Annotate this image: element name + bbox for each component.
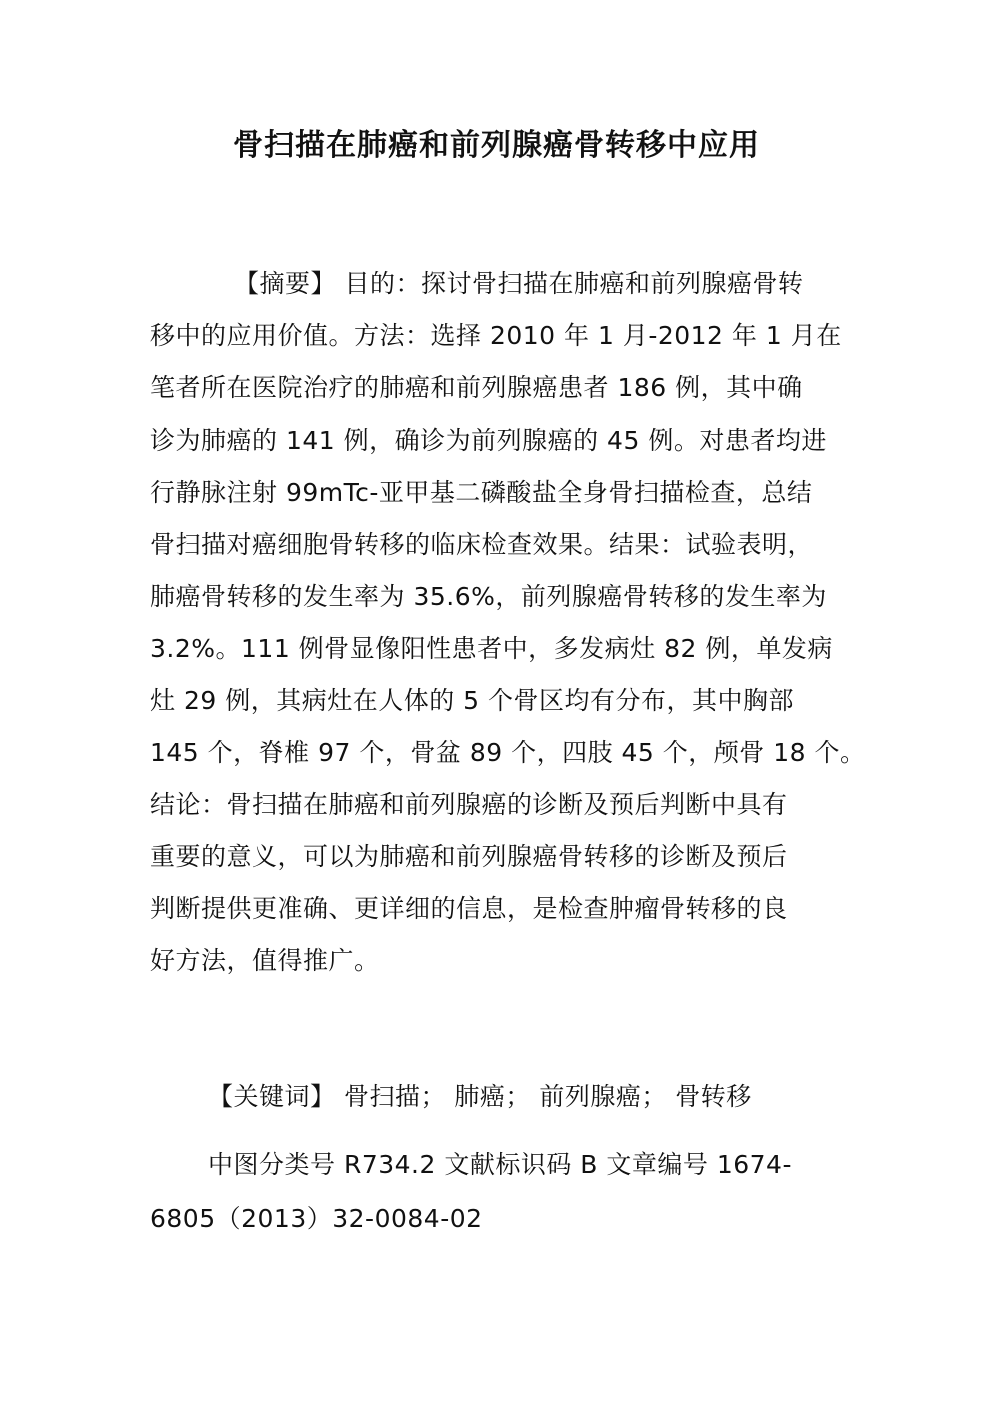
abstract-line: 结论：骨扫描在肺癌和前列腺癌的诊断及预后判断中具有 bbox=[150, 790, 788, 819]
abstract-line: 好方法，值得推广。 bbox=[150, 946, 380, 975]
abstract-line: 灶 29 例，其病灶在人体的 5 个骨区均有分布，其中胸部 bbox=[150, 686, 795, 715]
abstract-line: 笔者所在医院治疗的肺癌和前列腺癌患者 186 例，其中确 bbox=[150, 373, 803, 402]
abstract-line: 肺癌骨转移的发生率为 35.6%，前列腺癌骨转移的发生率为 bbox=[150, 582, 827, 611]
abstract-line: 【摘要】 目的：探讨骨扫描在肺癌和前列腺癌骨转 bbox=[234, 269, 804, 298]
abstract-line: 行静脉注射 99mTc-亚甲基二磷酸盐全身骨扫描检查，总结 bbox=[150, 478, 813, 507]
keywords-line: 【关键词】 骨扫描； 肺癌； 前列腺癌； 骨转移 bbox=[208, 1082, 752, 1111]
abstract-line: 判断提供更准确、更详细的信息，是检查肿瘤骨转移的良 bbox=[150, 894, 788, 923]
classification-line: 6805（2013）32-0084-02 bbox=[150, 1204, 483, 1233]
abstract-line: 诊为肺癌的 141 例，确诊为前列腺癌的 45 例。对患者均进 bbox=[150, 426, 827, 455]
classification-line: 中图分类号 R734.2 文献标识码 B 文章编号 1674- bbox=[208, 1150, 792, 1179]
abstract-line: 移中的应用价值。方法：选择 2010 年 1 月-2012 年 1 月在 bbox=[150, 321, 842, 350]
document-title: 骨扫描在肺癌和前列腺癌骨转移中应用 bbox=[233, 128, 760, 163]
abstract-line: 145 个，脊椎 97 个，骨盆 89 个，四肢 45 个，颅骨 18 个。 bbox=[150, 738, 866, 767]
abstract-line: 3.2%。111 例骨显像阳性患者中，多发病灶 82 例，单发病 bbox=[150, 634, 833, 663]
abstract-line: 骨扫描对癌细胞骨转移的临床检查效果。结果：试验表明， bbox=[150, 530, 814, 559]
abstract-line: 重要的意义，可以为肺癌和前列腺癌骨转移的诊断及预后 bbox=[150, 842, 788, 871]
